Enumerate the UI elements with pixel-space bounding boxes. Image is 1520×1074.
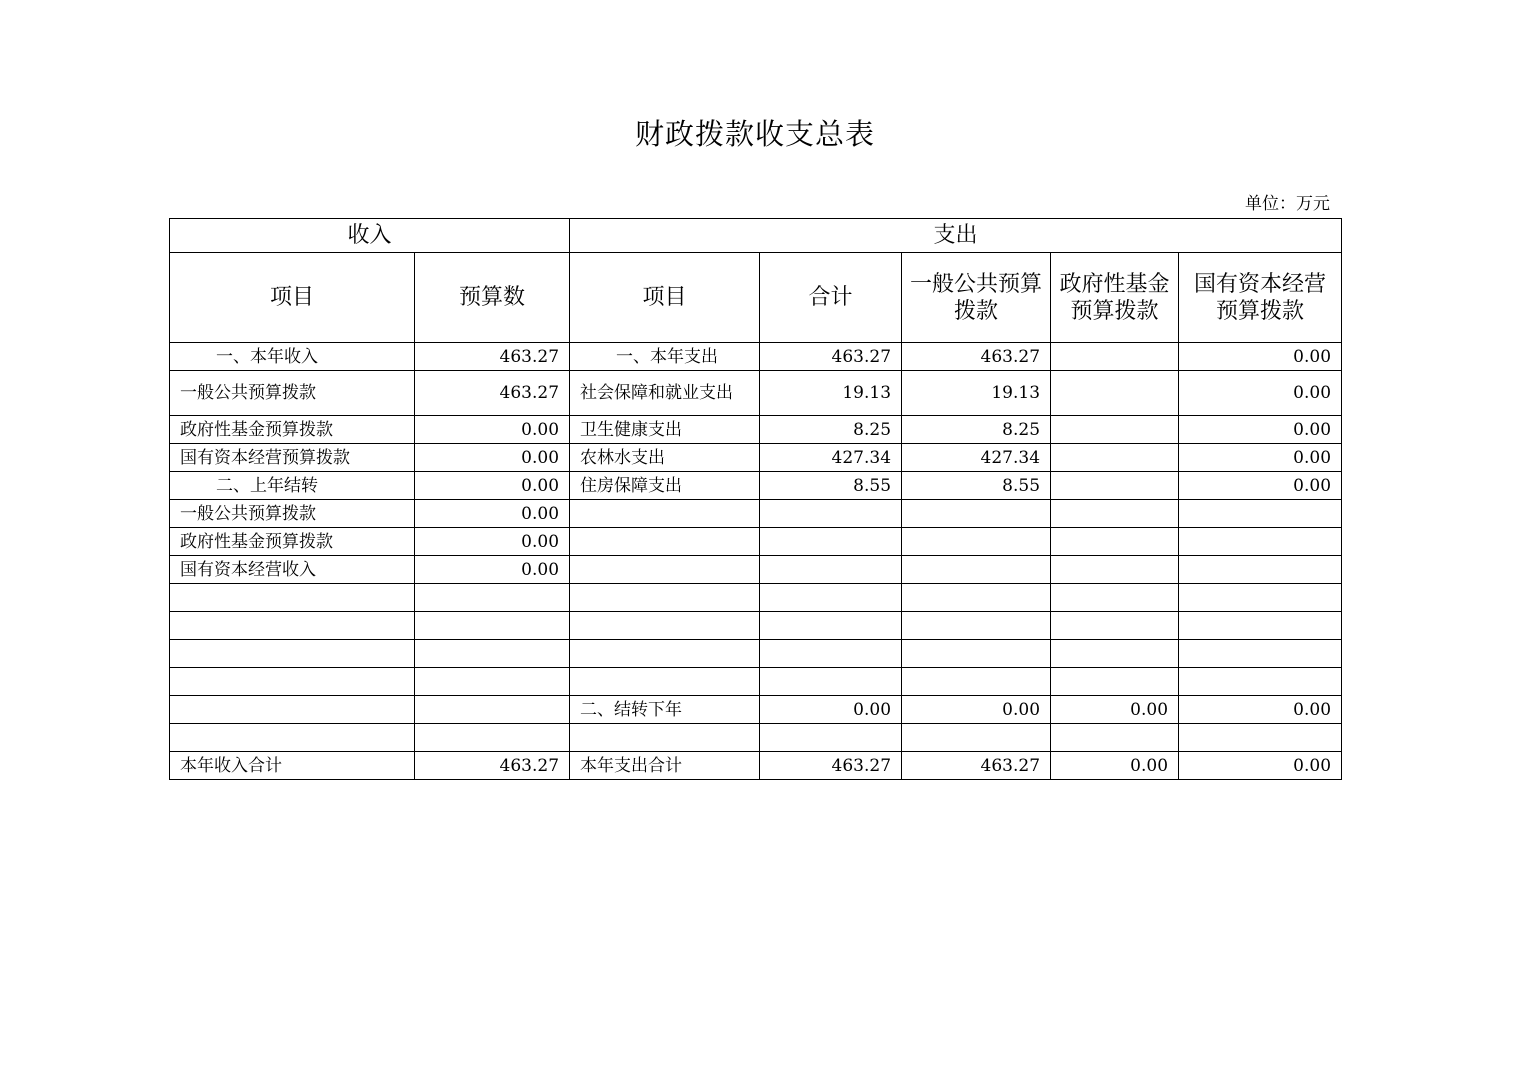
state-capital-cell xyxy=(1179,612,1342,640)
general-budget-cell xyxy=(902,724,1051,752)
expense-item-cell xyxy=(570,500,760,528)
expense-item-cell: 本年支出合计 xyxy=(570,752,760,780)
table-row xyxy=(170,500,1342,528)
state-capital-cell xyxy=(1179,724,1342,752)
general-budget-cell xyxy=(902,584,1051,612)
state-capital-cell xyxy=(1179,668,1342,696)
state-capital-cell: 0.00 xyxy=(1179,472,1342,500)
state-capital-cell: 0.00 xyxy=(1179,416,1342,444)
general-budget-cell: 427.34 xyxy=(902,444,1051,472)
income-item-cell: 一般公共预算拨款 xyxy=(170,371,415,416)
col-header-state: 国有资本经营预算拨款 xyxy=(1179,253,1342,343)
table-row xyxy=(170,668,1342,696)
table-row xyxy=(170,444,1342,472)
fund-budget-cell xyxy=(1051,500,1179,528)
income-section-header: 收入 xyxy=(170,219,570,253)
general-budget-cell xyxy=(902,668,1051,696)
general-budget-cell: 19.13 xyxy=(902,371,1051,416)
expense-total-cell: 463.27 xyxy=(760,343,902,371)
state-capital-cell xyxy=(1179,640,1342,668)
expense-item-cell: 一、本年支出 xyxy=(570,343,760,371)
fund-budget-cell xyxy=(1051,472,1179,500)
income-item-cell: 政府性基金预算拨款 xyxy=(170,528,415,556)
expense-item-cell xyxy=(570,584,760,612)
col-header-fund: 政府性基金预算拨款 xyxy=(1051,253,1179,343)
income-value-cell: 0.00 xyxy=(415,416,570,444)
state-capital-cell: 0.00 xyxy=(1179,752,1342,780)
income-item-cell: 一般公共预算拨款 xyxy=(170,500,415,528)
fund-budget-cell: 0.00 xyxy=(1051,696,1179,724)
income-value-cell: 0.00 xyxy=(415,472,570,500)
general-budget-cell: 0.00 xyxy=(902,696,1051,724)
expense-total-cell xyxy=(760,640,902,668)
general-budget-cell: 8.25 xyxy=(902,416,1051,444)
income-item-cell xyxy=(170,696,415,724)
expense-section-header: 支出 xyxy=(570,219,1342,253)
income-value-cell xyxy=(415,612,570,640)
income-value-cell xyxy=(415,640,570,668)
table-row xyxy=(170,640,1342,668)
fund-budget-cell xyxy=(1051,584,1179,612)
general-budget-cell xyxy=(902,556,1051,584)
general-budget-cell: 463.27 xyxy=(902,752,1051,780)
budget-table xyxy=(169,218,1342,780)
income-value-cell xyxy=(415,696,570,724)
income-item-cell: 本年收入合计 xyxy=(170,752,415,780)
general-budget-cell: 8.55 xyxy=(902,472,1051,500)
fund-budget-cell: 0.00 xyxy=(1051,752,1179,780)
page-title: 财政拨款收支总表 xyxy=(634,117,875,151)
table-row xyxy=(170,612,1342,640)
general-budget-cell xyxy=(902,500,1051,528)
expense-total-cell: 8.25 xyxy=(760,416,902,444)
table-row xyxy=(170,416,1342,444)
income-value-cell xyxy=(415,724,570,752)
table-row xyxy=(170,472,1342,500)
expense-total-cell: 8.55 xyxy=(760,472,902,500)
expense-total-cell: 463.27 xyxy=(760,752,902,780)
fund-budget-cell xyxy=(1051,556,1179,584)
col-header-budget: 预算数 xyxy=(415,253,570,343)
table-row xyxy=(170,556,1342,584)
expense-item-cell xyxy=(570,724,760,752)
expense-item-cell xyxy=(570,640,760,668)
state-capital-cell xyxy=(1179,584,1342,612)
expense-total-cell xyxy=(760,556,902,584)
expense-total-cell xyxy=(760,528,902,556)
income-value-cell: 0.00 xyxy=(415,528,570,556)
state-capital-cell: 0.00 xyxy=(1179,444,1342,472)
table-row xyxy=(170,752,1342,780)
general-budget-cell xyxy=(902,612,1051,640)
table-body xyxy=(170,343,1342,780)
expense-total-cell xyxy=(760,500,902,528)
state-capital-cell xyxy=(1179,556,1342,584)
expense-total-cell xyxy=(760,668,902,696)
income-value-cell: 463.27 xyxy=(415,343,570,371)
table-row xyxy=(170,724,1342,752)
column-header-row xyxy=(170,253,1342,343)
income-value-cell xyxy=(415,668,570,696)
income-item-cell xyxy=(170,612,415,640)
income-item-cell xyxy=(170,640,415,668)
income-item-cell: 国有资本经营收入 xyxy=(170,556,415,584)
col-header-expense-item: 项目 xyxy=(570,253,760,343)
expense-total-cell xyxy=(760,612,902,640)
expense-item-cell: 二、结转下年 xyxy=(570,696,760,724)
expense-total-cell xyxy=(760,724,902,752)
table-row xyxy=(170,696,1342,724)
expense-total-cell xyxy=(760,584,902,612)
expense-total-cell: 0.00 xyxy=(760,696,902,724)
expense-item-cell xyxy=(570,668,760,696)
expense-item-cell xyxy=(570,528,760,556)
state-capital-cell: 0.00 xyxy=(1179,371,1342,416)
income-item-cell: 国有资本经营预算拨款 xyxy=(170,444,415,472)
section-header-row xyxy=(170,219,1342,253)
income-value-cell: 463.27 xyxy=(415,752,570,780)
fund-budget-cell xyxy=(1051,444,1179,472)
expense-item-cell xyxy=(570,612,760,640)
income-value-cell xyxy=(415,584,570,612)
expense-item-cell: 卫生健康支出 xyxy=(570,416,760,444)
income-item-cell xyxy=(170,584,415,612)
income-item-cell xyxy=(170,724,415,752)
income-value-cell: 0.00 xyxy=(415,500,570,528)
general-budget-cell xyxy=(902,640,1051,668)
income-value-cell: 0.00 xyxy=(415,444,570,472)
state-capital-cell: 0.00 xyxy=(1179,696,1342,724)
income-item-cell xyxy=(170,668,415,696)
table-row xyxy=(170,584,1342,612)
fund-budget-cell xyxy=(1051,343,1179,371)
fund-budget-cell xyxy=(1051,371,1179,416)
expense-item-cell: 农林水支出 xyxy=(570,444,760,472)
income-item-cell: 一、本年收入 xyxy=(170,343,415,371)
general-budget-cell: 463.27 xyxy=(902,343,1051,371)
table-row xyxy=(170,371,1342,416)
col-header-general: 一般公共预算拨款 xyxy=(902,253,1051,343)
state-capital-cell xyxy=(1179,528,1342,556)
expense-total-cell: 19.13 xyxy=(760,371,902,416)
expense-item-cell xyxy=(570,556,760,584)
col-header-total: 合计 xyxy=(760,253,902,343)
col-header-income-item: 项目 xyxy=(170,253,415,343)
unit-label: 单位：万元 xyxy=(1245,194,1330,214)
income-item-cell: 政府性基金预算拨款 xyxy=(170,416,415,444)
income-value-cell: 0.00 xyxy=(415,556,570,584)
fund-budget-cell xyxy=(1051,528,1179,556)
expense-item-cell: 住房保障支出 xyxy=(570,472,760,500)
fund-budget-cell xyxy=(1051,724,1179,752)
table-row xyxy=(170,343,1342,371)
fund-budget-cell xyxy=(1051,640,1179,668)
expense-total-cell: 427.34 xyxy=(760,444,902,472)
state-capital-cell: 0.00 xyxy=(1179,343,1342,371)
fund-budget-cell xyxy=(1051,416,1179,444)
income-item-cell: 二、上年结转 xyxy=(170,472,415,500)
general-budget-cell xyxy=(902,528,1051,556)
fund-budget-cell xyxy=(1051,668,1179,696)
state-capital-cell xyxy=(1179,500,1342,528)
income-value-cell: 463.27 xyxy=(415,371,570,416)
table-row xyxy=(170,528,1342,556)
fund-budget-cell xyxy=(1051,612,1179,640)
expense-item-cell: 社会保障和就业支出 xyxy=(570,371,760,416)
